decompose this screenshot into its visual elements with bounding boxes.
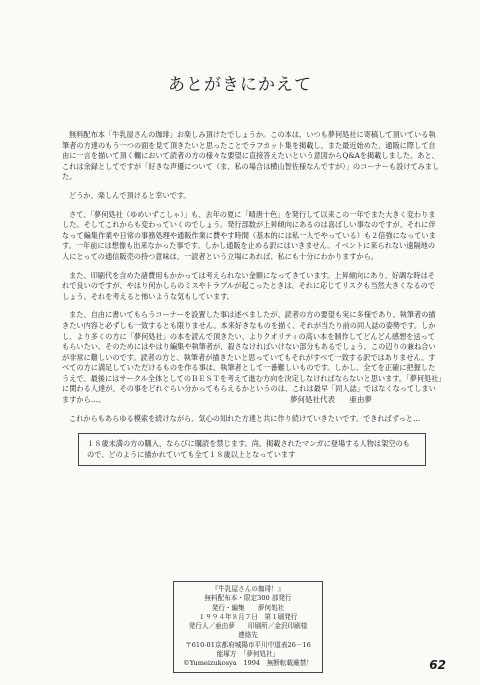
signature (290, 394, 372, 405)
signature-org: 夢何処社代表 (290, 395, 335, 404)
colophon-line: 〒610-01京都府城陽市平川中道表26－16 (185, 640, 311, 649)
paragraph: さて、「夢何処社（ゆめいずこしゃ）」も、去年の夏に「晴唐十色」を発行して以来この一年でまた大きく変わりました。そしてこれからも変わっていくのでしょう。発行部数が上昇傾向にあるのは喜ばしい事なのですが、それに伴なって編集作業や日常の事務処理や通販作業に費やす時間（基本的には私一人でやっている）も２倍強になっています。一年前には想像も出来なかった事です。しかし通販を止める訳にはいきません。イベントに来られない遠隔地の人にとっての通信販売の持つ意味は、一読者という立場にあれば、私にも十分にわかりますから。 (62, 209, 436, 261)
paragraph: これからもあらゆる模索を続けながら、気心の知れた方達と共に作り続けていきたいです。できればずっと… (69, 413, 421, 423)
age-restriction-notice: １８歳未満の方の購入、ならびに購読を禁じます。尚、掲載されたマンガに登場する人物は架空のもので、どのように描かれていても全て１８歳以上となっています (78, 433, 426, 466)
paragraph: また、印刷代を含めた諸費用もかかっては考えられない金額になってきています。上昇傾向にあり、好調な時はそれで良いのですが、やはり何かしらのミスやトラブルが起こったときは、それに応じてリスクも当然大きくなるのでしょう。それを考えると怖いような気もしています。 (62, 270, 436, 301)
afterword-body (62, 130, 442, 432)
colophon (173, 581, 323, 673)
colophon-line: 発行人／亜由夢 印刷所／金沢印刷様 (188, 622, 308, 631)
paragraph: どうか、楽しんで頂けると幸いです。 (69, 190, 191, 200)
colophon-line: 無料配布本・限定300 部発行 (204, 594, 292, 603)
signature-name: 亜由夢 (349, 395, 372, 404)
colophon-line: 連絡先 (238, 631, 258, 640)
paragraph: また、自由に書いてもらうコーナーを設置した事は述べましたが、読者の方の要望も実に多様であり、執筆者の描きたい内容と必ずしも一致するとも限りません。本来好きなものを描く、それが当たり前の同人誌の姿勢です。しかし、より多くの方に「夢何処社」の本を読んで頂きたい、よりクオリティの高い本を制作してどんどん感想を送ってもらいたい、そのためにはやはり編集や執筆者が、殺さなければいけない部分もあるでしょう。この辺りの兼ね合いが非常に難しいのです。読者の方と、執筆者が描きたいと思っていてもそれがすべて一致する訳ではありません。すべての方に満足していただけるものを作る事は、執筆者として一番難しいものです。しかし、全てを正確に把握したうえで、最後にはサークル全体としてのＢＥＳＴを考えて進む方向を決定しなければならないと思います。「夢何処社」に関わる人達が、その事をどれぐらい分かってもらえるかというのは、これは最早「同人誌」ではなくなってしまいますから…。 (62, 310, 442, 405)
page-number: 62 (429, 658, 446, 672)
colophon-line: 『牛乳屋さんの珈琲！』 (211, 585, 285, 593)
colophon-line: 発行・編集 夢何処社 (211, 603, 285, 612)
page-title: あとがきにかえて (168, 75, 312, 95)
colophon-line: 能塚方 「夢何処社」 (216, 650, 280, 659)
colophon-line: １９９４年８月７日 第１刷発行 (198, 612, 298, 621)
colophon-line: ©Yumeizukosya 1994 無断転載厳禁！ (183, 659, 313, 668)
paragraph: 無料配布本「牛乳屋さんの珈琲」お楽しみ頂けたでしょうか。この本は、いつも夢何処社に寄稿して頂いている執筆者の方達のもう一つの面を見て頂きたいと思ったことでラフカット集を掲載し、また最近始めた、通販に際して自由に一言を描いて頂く欄において読者の方の様々な要望に直接答えたいという意図からQ&Aを掲載しました。あと、これは余録としてですが「好きな声優について（ま、私の場合は横山智佐様なんですが）」のコーナーも設けてみました。 (62, 130, 440, 182)
